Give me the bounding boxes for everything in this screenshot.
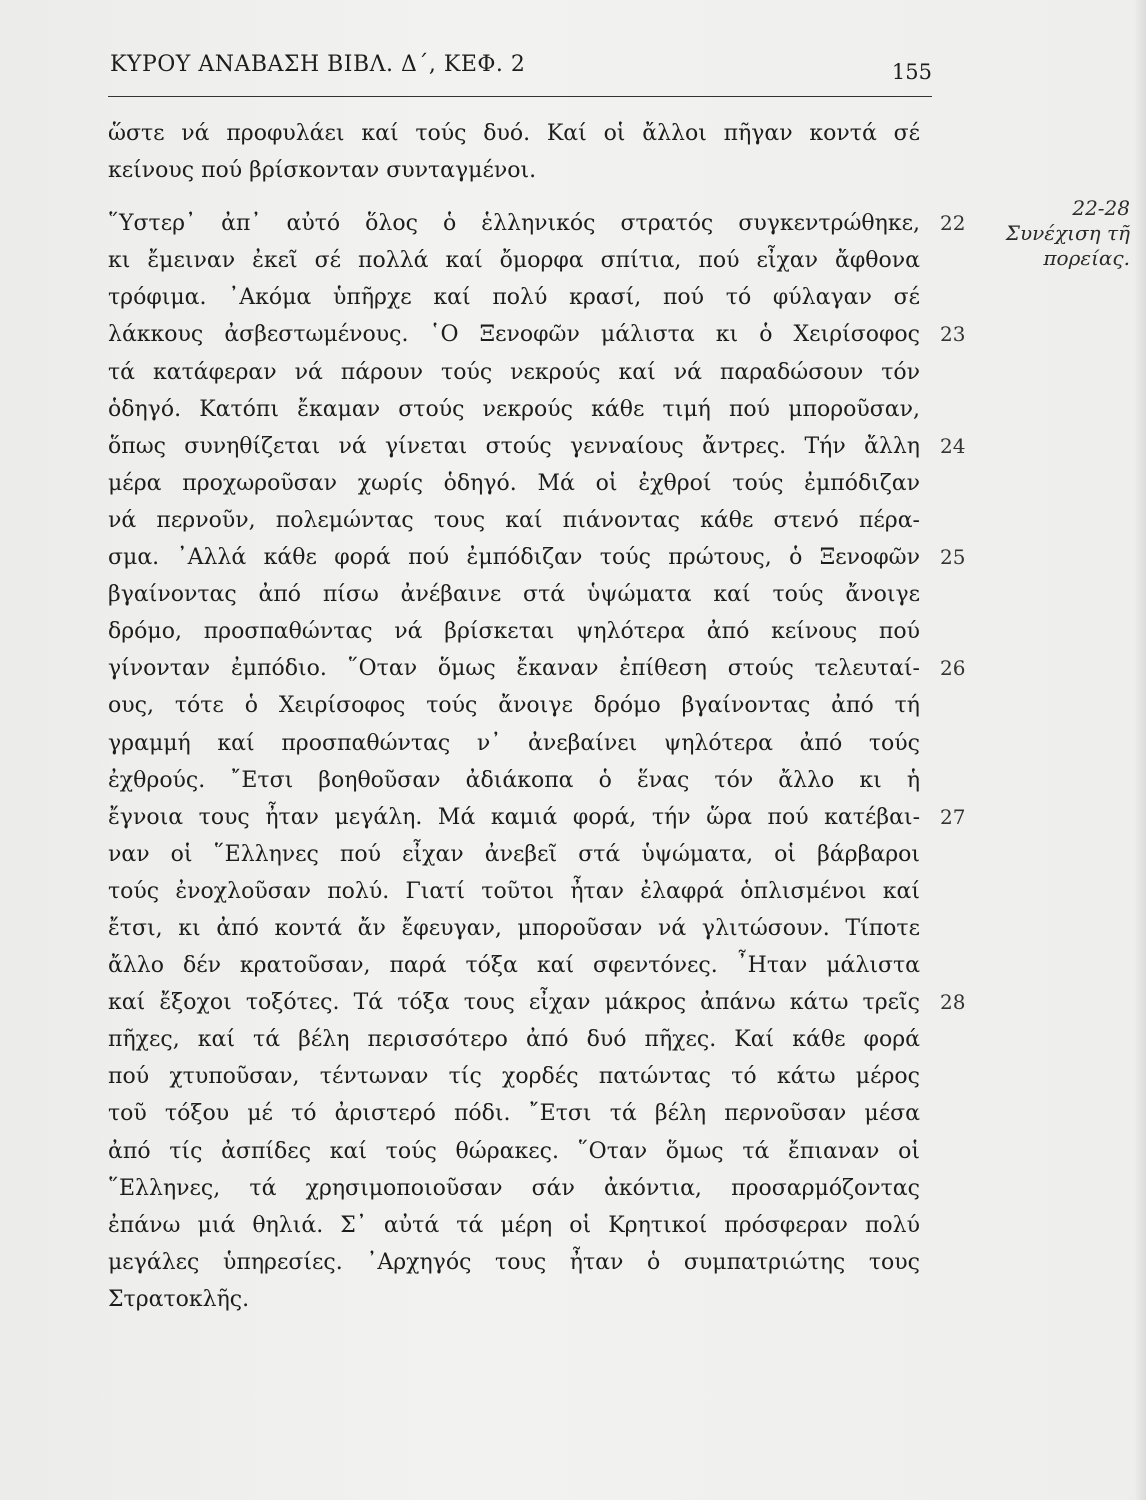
line-text: σμα. ᾿Αλλά κάθε φορά πού ἐμπόδιζαν τούς πρώτους, ὁ Ξενοφῶν: [108, 545, 920, 571]
section-number: 26: [940, 656, 966, 681]
line-text: γραμμή καί προσπαθώντας ν᾽ ἀνεβαίνει ψηλότερα ἀπό τούς: [108, 730, 920, 756]
line-text: ἄλλο δέν κρατοῦσαν, παρά τόξα καί σφεντόνες. ῏Ηταν μάλιστα: [108, 953, 920, 979]
line-text: ἔγνοια τους ἦταν μεγάλη. Μά καμιά φορά, τήν ὥρα πού κατέβαι-: [108, 804, 920, 830]
line-text: ὅπως συνηθίζεται νά γίνεται στούς γενναίους ἄντρες. Τήν ἄλλη: [108, 433, 920, 459]
running-title: ΚΥΡΟΥ ΑΝΑΒΑΣΗ ΒΙΒΛ. Δ΄, ΚΕΦ. 2: [110, 52, 526, 77]
text-line: [108, 799, 966, 836]
section-number: 23: [940, 322, 966, 347]
page-edge-shadow: [1134, 0, 1146, 1500]
line-text: τοῦ τόξου μέ τό ἀριστερό πόδι. ῎Ετσι τά βέλη περνοῦσαν μέσα: [108, 1101, 920, 1127]
line-text: ῞Ελληνες, τά χρησιμοποιοῦσαν σάν ἀκόντια, προσαρμόζοντας: [108, 1175, 920, 1201]
text-line: [108, 391, 920, 428]
text-line: [108, 947, 920, 984]
line-text: ἐχθρούς. ῎Ετσι βοηθοῦσαν ἀδιάκοπα ὁ ἕνας τόν ἄλλο κι ἡ: [108, 767, 920, 793]
text-line: [108, 613, 920, 650]
line-text: μέρα προχωροῦσαν χωρίς ὁδηγό. Μά οἱ ἐχθροί τούς ἐμπόδιζαν: [108, 470, 920, 496]
text-line: [108, 354, 920, 391]
text-line: [108, 316, 966, 353]
text-line: [108, 873, 920, 910]
section-number: 22: [940, 211, 966, 236]
line-text: Στρατοκλῆς.: [108, 1286, 250, 1312]
text-line: [108, 205, 966, 242]
line-text: πού χτυποῦσαν, τέντωναν τίς χορδές πατώντας τό κάτω μέρος: [108, 1064, 920, 1090]
line-text: ἐπάνω μιά θηλιά. Σ᾽ αὐτά τά μέρη οἱ Κρητικοί πρόσφεραν πολύ: [108, 1212, 920, 1238]
line-text: τρόφιμα. ᾿Ακόμα ὑπῆρχε καί πολύ κρασί, πού τό φύλαγαν σέ: [108, 285, 920, 311]
text-line: [108, 152, 920, 189]
line-text: ἀπό τίς ἀσπίδες καί τούς θώρακες. ῞Οταν ὅμως τά ἔπιαναν οἱ: [108, 1138, 920, 1164]
line-text: λάκκους ἀσβεστωμένους. ῾Ο Ξενοφῶν μάλιστα κι ὁ Χειρίσοφος: [108, 322, 920, 348]
text-line: [108, 1095, 920, 1132]
text-line: [108, 650, 966, 687]
line-text: νά περνοῦν, πολεμώντας τους καί πιάνοντας κάθε στενό πέρα-: [108, 507, 920, 533]
line-text: μεγάλες ὑπηρεσίες. ᾿Αρχηγός τους ἦταν ὁ συμπατριώτης τους: [108, 1249, 920, 1275]
text-line: [108, 836, 920, 873]
running-header: [108, 40, 932, 97]
text-line: [108, 910, 920, 947]
text-line: [108, 539, 966, 576]
line-text: πῆχες, καί τά βέλη περισσότερο ἀπό δυό πῆχες. Καί κάθε φορά: [108, 1027, 920, 1053]
text-line: [108, 1133, 920, 1170]
line-text: τούς ἐνοχλοῦσαν πολύ. Γιατί τοῦτοι ἦταν ἐλαφρά ὁπλισμένοι καί: [108, 878, 920, 904]
text-line: [108, 687, 920, 724]
text-line: [108, 1170, 920, 1207]
text-line: [108, 762, 920, 799]
line-text: δρόμο, προσπαθώντας νά βρίσκεται ψηλότερα ἀπό κείνους πού: [108, 619, 920, 645]
section-number: 24: [940, 433, 966, 458]
line-text: ὥστε νά προφυλάει καί τούς δυό. Καί οἱ ἄλλοι πῆγαν κοντά σέ: [108, 121, 920, 146]
text-line: [108, 576, 920, 613]
page-number: 155: [891, 60, 932, 84]
line-text: ὁδηγό. Κατόπι ἔκαμαν στούς νεκρούς κάθε τιμή πού μποροῦσαν,: [108, 396, 920, 422]
section-number: 25: [940, 545, 966, 570]
text-line: [108, 1058, 920, 1095]
line-text: καί ἔξοχοι τοξότες. Τά τόξα τους εἶχαν μάκρος ἀπάνω κάτω τρεῖς: [108, 990, 920, 1016]
text-line: [108, 725, 920, 762]
text-line: [108, 428, 966, 465]
line-text: κείνους πού βρίσκονταν συνταγμένοι.: [108, 158, 537, 184]
text-line: [108, 115, 920, 152]
body-text: [108, 115, 966, 1318]
section-number: 27: [940, 804, 966, 829]
text-line: [108, 465, 920, 502]
line-text: ους, τότε ὁ Χειρίσοφος τούς ἄνοιγε δρόμο βγαίνοντας ἀπό τή: [108, 693, 920, 719]
line-text: κι ἔμειναν ἐκεῖ σέ πολλά καί ὄμορφα σπίτια, πού εἶχαν ἄφθονα: [108, 248, 920, 274]
text-line: [108, 1021, 920, 1058]
line-text: τά κατάφεραν νά πάρουν τούς νεκρούς καί νά παραδώσουν τόν: [108, 359, 920, 385]
line-text: ναν οἱ ῞Ελληνες πού εἶχαν ἀνεβεῖ στά ὑψώματα, οἱ βάρβαροι: [108, 841, 920, 867]
text-line: [108, 1281, 920, 1318]
text-line: [108, 984, 966, 1021]
text-line: [108, 1207, 920, 1244]
line-text: ῞Υστερ᾽ ἀπ᾽ αὐτό ὅλος ὁ ἑλληνικός στρατός συγκεντρώθηκε,: [108, 211, 920, 237]
text-line: [108, 279, 920, 316]
margin-note-range: 22-28: [1072, 196, 1130, 220]
text-line: [108, 242, 920, 279]
margin-note-line: Συνέχιση τῆ: [1005, 221, 1130, 245]
line-text: βγαίνοντας ἀπό πίσω ἀνέβαινε στά ὑψώματα καί τούς ἄνοιγε: [108, 582, 920, 608]
section-number: 28: [940, 990, 966, 1015]
text-line: [108, 502, 920, 539]
margin-note-line: πορείας.: [1043, 246, 1130, 270]
text-line: [108, 1244, 920, 1281]
line-text: γίνονταν ἐμπόδιο. ῞Οταν ὅμως ἔκαναν ἐπίθεση στούς τελευταί-: [108, 656, 920, 682]
margin-note: [990, 196, 1130, 271]
line-text: ἔτσι, κι ἀπό κοντά ἄν ἔφευγαν, μποροῦσαν νά γλιτώσουν. Τίποτε: [108, 915, 920, 941]
